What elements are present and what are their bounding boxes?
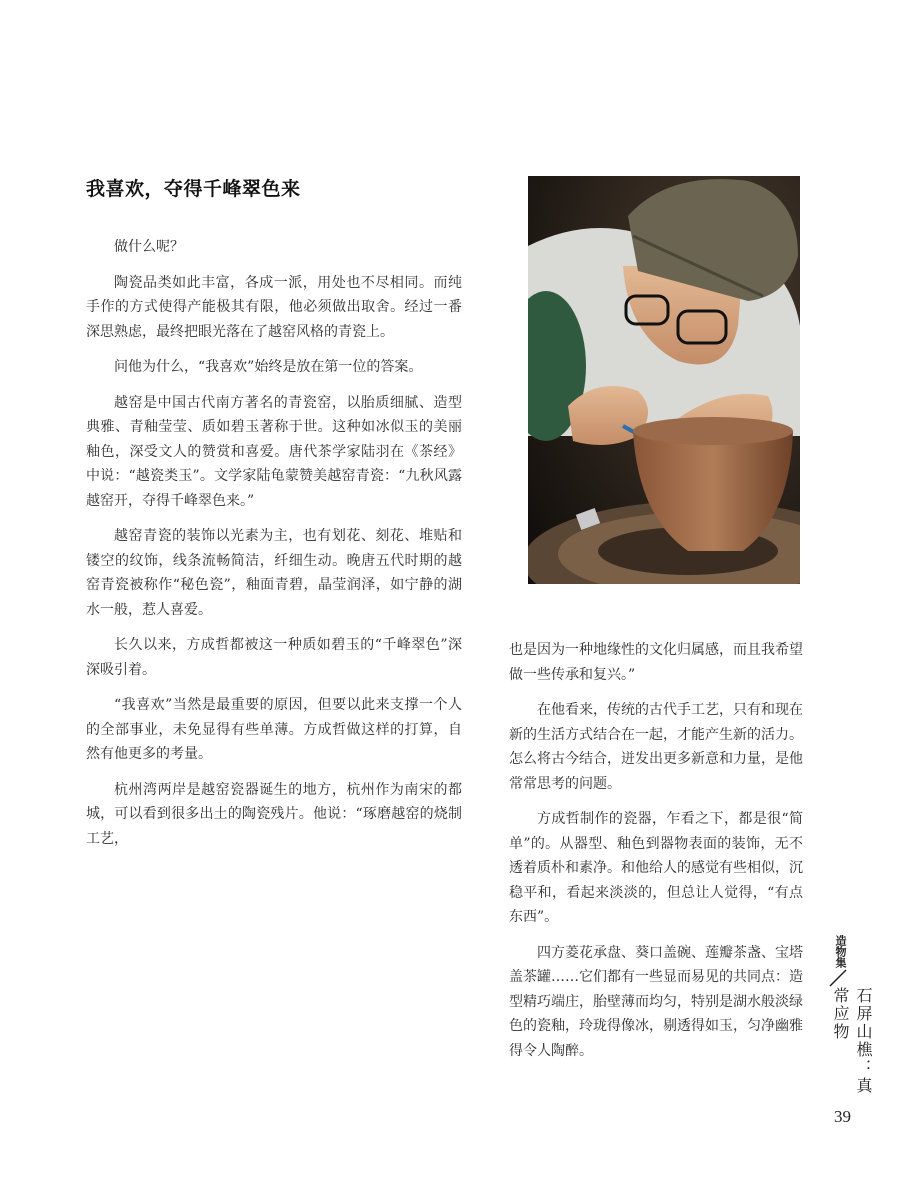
paragraph: 越窑青瓷的装饰以光素为主，也有划花、刻花、堆贴和镂空的纹饰，线条流畅简洁，纤细生动。晚唐五代时期的越窑青瓷被称作“秘色瓷”，釉面青碧，晶莹润泽，如宁静的湖水一般，惹人喜爱。 (86, 528, 462, 618)
paragraph: “我喜欢”当然是最重要的原因，但要以此来支撑一个人的全部事业，未免显得有些单薄。方成哲做这样的打算，自然有他更多的考量。 (86, 697, 462, 762)
potter-carving-bowl-illustration (528, 176, 800, 584)
paragraph: 陶瓷品类如此丰富，各成一派，用处也不尽相同。而纯手作的方式使得产能极其有限，他必须做出取舍。经过一番深思熟虑，最终把眼光落在了越窑风格的青瓷上。 (86, 274, 462, 340)
potter-photo (528, 176, 800, 584)
section-name: 造物集 (834, 935, 847, 968)
section-running-head (820, 935, 873, 1105)
slash-divider-icon (828, 969, 848, 987)
paragraph: 四方菱花承盘、葵口盖碗、莲瓣茶盏、宝塔盖茶罐……它们都有一些显而易见的共同点：造型精巧端庄，胎壁薄而均匀，特别是湖水般淡绿色的瓷釉，玲珑得像冰，剔透得如玉，匀净幽雅得令人陶醉。 (509, 944, 803, 1059)
paragraph: 长久以来，方成哲都被这一种质如碧玉的“千峰翠色”深深吸引着。 (86, 637, 462, 678)
page-number: 39 (834, 1107, 851, 1126)
left-text-column (86, 235, 462, 862)
article-name: 石屏山樵：真常应物 (831, 987, 873, 1095)
paragraph: 方成哲制作的瓷器，乍看之下，都是很“简单”的。从器型、釉色到器物表面的装饰，无不透着质朴和素净。和他给人的感觉有些相似，沉稳平和，看起来淡淡的，但总让人觉得，“有点东西”。 (509, 811, 803, 925)
paragraph: 越窑是中国古代南方著名的青瓷窑，以胎质细腻、造型典雅、青釉莹莹、质如碧玉著称于世。这种如冰似玉的美丽釉色，深受文人的赞赏和喜爱。唐代茶学家陆羽在《茶经》中说：“越瓷类玉”。文学家陆龟蒙赞美越窑青瓷：“九秋风露越窑开，夺得千峰翠色来。” (86, 394, 462, 509)
paragraph: 问他为什么，“我喜欢”始终是放在第一位的答案。 (114, 359, 423, 375)
paragraph: 在他看来，传统的古代手工艺，只有和现在新的生活方式结合在一起，才能产生新的活力。怎么将古今结合，迸发出更多新意和力量，是他常常思考的问题。 (509, 702, 803, 792)
paragraph-continuation: 也是因为一种地缘性的文化归属感，而且我希望做一些传承和复兴。” (509, 642, 803, 683)
article-heading: 我喜欢，夺得千峰翠色来 (86, 178, 301, 200)
paragraph: 做什么呢？ (114, 239, 184, 255)
paragraph: 杭州湾两岸是越窑瓷器诞生的地方，杭州作为南宋的都城，可以看到很多出土的陶瓷残片。他说：“琢磨越窑的烧制工艺， (86, 781, 462, 847)
right-text-column (509, 638, 803, 1074)
